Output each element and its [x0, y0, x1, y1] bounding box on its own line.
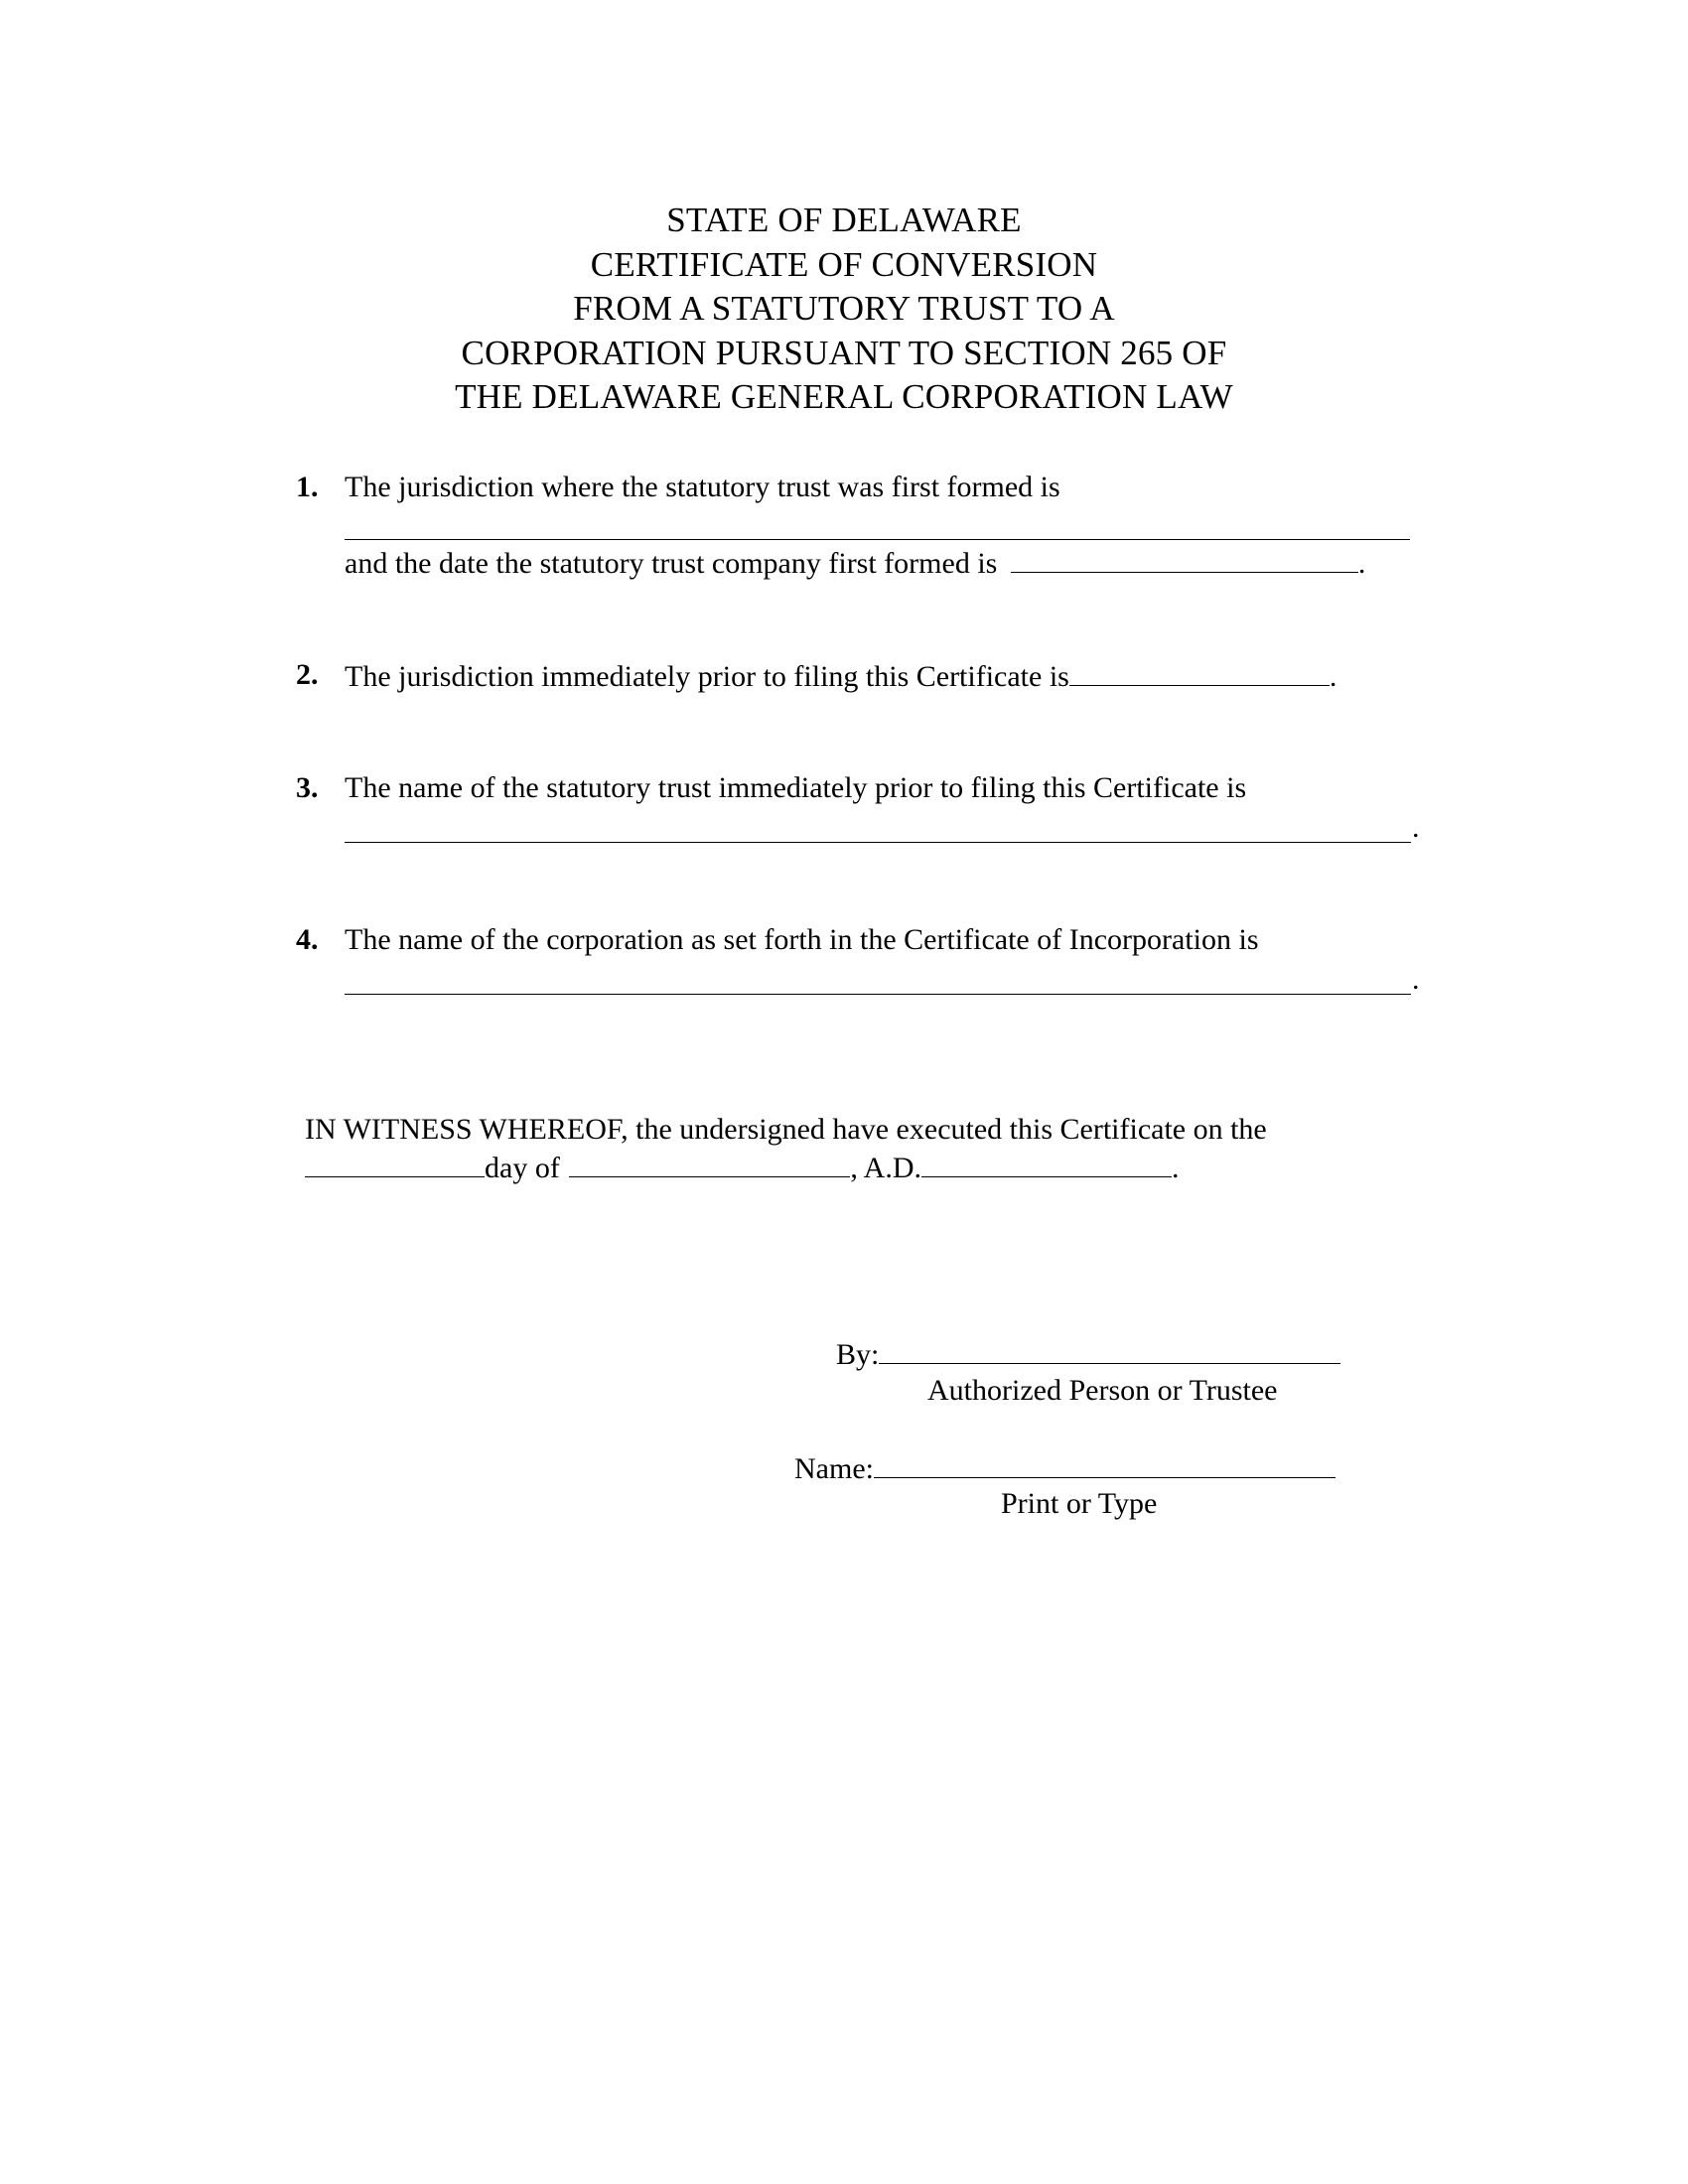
witness-line-1: IN WITNESS WHEREOF, the undersigned have executed this Certificate on the	[305, 1113, 1267, 1146]
period: .	[1357, 547, 1366, 580]
item-4-text: The name of the corporation as set forth in the Certificate of Incorporation is	[345, 923, 1259, 956]
title-line-2: CERTIFICATE OF CONVERSION	[590, 244, 1098, 284]
month-blank[interactable]	[569, 1149, 850, 1177]
year-blank[interactable]	[921, 1149, 1172, 1177]
witness-clause	[305, 1110, 1496, 1187]
period: .	[1412, 811, 1420, 844]
name-caption: Print or Type	[1001, 1487, 1158, 1520]
by-caption: Authorized Person or Trustee	[927, 1374, 1278, 1407]
item-1-text: The jurisdiction where the statutory trust was first formed is	[345, 471, 1060, 503]
document-title	[0, 199, 1688, 420]
name-label: Name:	[794, 1452, 874, 1485]
title-line-5: THE DELAWARE GENERAL CORPORATION LAW	[455, 377, 1233, 416]
formation-date-blank[interactable]	[1011, 544, 1358, 573]
title-line-3: FROM A STATUTORY TRUST TO A	[573, 289, 1115, 328]
by-signature-row	[836, 1335, 1340, 1373]
formation-jurisdiction-blank[interactable]	[345, 539, 1410, 540]
item-1-date-text: and the date the statutory trust company first formed is	[345, 547, 998, 580]
item-number: 4.	[296, 923, 319, 956]
name-row	[794, 1449, 1336, 1487]
item-2-text: The jurisdiction immediately prior to filing this Certificate is	[345, 660, 1069, 693]
item-number: 2.	[296, 658, 319, 691]
statutory-trust-name-blank[interactable]	[345, 842, 1411, 843]
item-3-text: The name of the statutory trust immediately prior to filing this Certificate is	[345, 771, 1247, 804]
by-label: By:	[836, 1338, 880, 1371]
title-line-1: STATE OF DELAWARE	[666, 201, 1022, 239]
title-line-4: CORPORATION PURSUANT TO SECTION 265 OF	[461, 333, 1227, 372]
corporation-name-blank[interactable]	[345, 994, 1411, 995]
item-number: 1.	[296, 471, 319, 503]
item-number: 3.	[296, 771, 319, 804]
signature-blank[interactable]	[879, 1335, 1340, 1364]
day-blank[interactable]	[305, 1149, 485, 1177]
period: .	[1329, 660, 1337, 693]
printed-name-blank[interactable]	[874, 1449, 1336, 1478]
period: .	[1412, 963, 1420, 996]
ad-label: , A.D.	[850, 1152, 921, 1184]
period: .	[1172, 1152, 1180, 1184]
prior-jurisdiction-blank[interactable]	[1069, 657, 1330, 686]
day-of-label: day of	[485, 1152, 560, 1184]
